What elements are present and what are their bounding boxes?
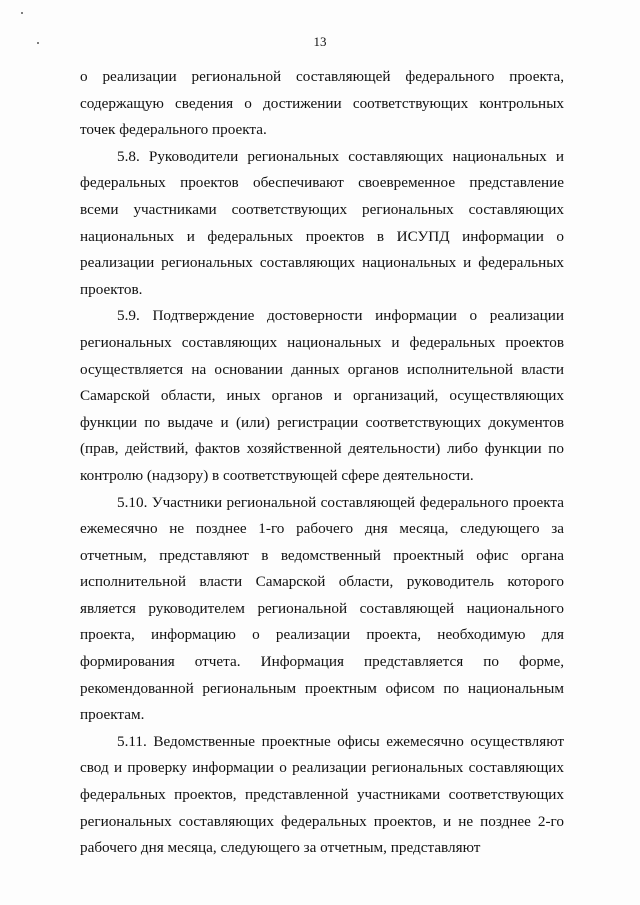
page-number: 13: [313, 34, 327, 49]
paragraph-5-9: 5.9. Подтверждение достоверности информации о реализации региональных составляющих национальных и федеральных проектов осуществляется на основании данных органов исполнительной власти Самарской области, иных органов и организаций, осуществляющих функции по выдаче и (или) регистрации соответствующих документов (прав, действий, фактов хозяйственной деятельности) либо функции по контролю (надзору) в соответствующей сфере деятельности.: [80, 307, 564, 484]
document-body: [80, 64, 564, 862]
paragraph-continuation: о реализации региональной составляющей федерального проекта, содержащую сведения о достижении соответствующих контрольных точек федерального проекта.: [80, 68, 564, 139]
paragraph-5-11: 5.11. Ведомственные проектные офисы ежемесячно осуществляют свод и проверку информации о реализации региональных составляющих федеральных проектов, представленной участниками соответствующих региональных составляющих федеральных проектов, и не позднее 2-го рабочего дня месяца, следующего за отчетным, представляют: [80, 732, 564, 857]
paragraph-5-8: 5.8. Руководители региональных составляющих национальных и федеральных проектов обеспечивают своевременное представление всеми участниками соответствующих региональных составляющих национальных и федеральных проектов в ИСУПД информации о реализации региональных составляющих национальных и федеральных проектов.: [80, 147, 564, 298]
paragraph-5-10: 5.10. Участники региональной составляющей федерального проекта ежемесячно не позднее 1-го рабочего дня месяца, следующего за отчетным, представляют в ведомственный проектный офис органа исполнительной власти Самарской области, руководитель которого является руководителем региональной составляющей национального проекта, информацию о реализации проекта, необходимую для формирования отчета. Информация представляется по форме, рекомендованной региональным проектным офисом по национальным проектам.: [80, 493, 564, 724]
scan-speck: [21, 12, 23, 14]
